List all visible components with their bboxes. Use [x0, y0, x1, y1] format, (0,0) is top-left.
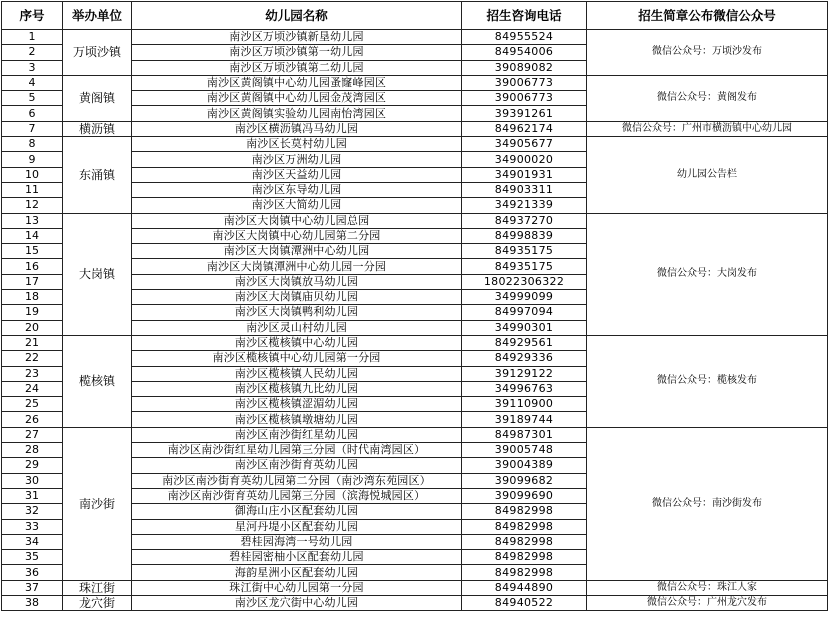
row-wechat-account: 微信公众号：珠江人家 — [587, 580, 828, 595]
row-kindergarten-name: 星河丹堤小区配套幼儿园 — [132, 519, 462, 534]
table-row — [2, 121, 828, 136]
row-unit: 龙穴街 — [63, 595, 132, 610]
row-wechat-account: 微信公众号：南沙街发布 — [587, 427, 828, 580]
header-wechat: 招生简章公布微信公众号 — [587, 2, 828, 30]
row-kindergarten-name: 御海山庄小区配套幼儿园 — [132, 504, 462, 519]
row-seq: 6 — [2, 106, 63, 121]
row-phone: 34990301 — [462, 320, 587, 335]
kindergarten-enrollment-table — [1, 1, 828, 611]
row-phone: 84997094 — [462, 305, 587, 320]
row-seq: 32 — [2, 504, 63, 519]
row-phone: 34921339 — [462, 198, 587, 213]
row-phone: 84982998 — [462, 565, 587, 580]
row-phone: 39099690 — [462, 488, 587, 503]
row-phone: 39099682 — [462, 473, 587, 488]
row-seq: 7 — [2, 121, 63, 136]
row-unit: 横沥镇 — [63, 121, 132, 136]
row-seq: 1 — [2, 30, 63, 45]
row-seq: 27 — [2, 427, 63, 442]
row-seq: 37 — [2, 580, 63, 595]
row-seq: 34 — [2, 534, 63, 549]
row-wechat-account: 微信公众号：广州市横沥镇中心幼儿园 — [587, 121, 828, 136]
row-seq: 14 — [2, 228, 63, 243]
row-seq: 15 — [2, 244, 63, 259]
table-row — [2, 335, 828, 350]
row-phone: 34996763 — [462, 381, 587, 396]
row-kindergarten-name: 南沙区万顷沙镇新垦幼儿园 — [132, 30, 462, 45]
row-wechat-account: 微信公众号：大岗发布 — [587, 213, 828, 335]
row-wechat-account: 微信公众号：榄核发布 — [587, 335, 828, 427]
row-kindergarten-name: 碧桂园密柚小区配套幼儿园 — [132, 550, 462, 565]
row-kindergarten-name: 南沙区龙穴街中心幼儿园 — [132, 595, 462, 610]
row-seq: 28 — [2, 443, 63, 458]
row-phone: 84903311 — [462, 182, 587, 197]
row-seq: 35 — [2, 550, 63, 565]
row-phone: 18022306322 — [462, 274, 587, 289]
table-row — [2, 137, 828, 152]
row-kindergarten-name: 海韵星洲小区配套幼儿园 — [132, 565, 462, 580]
row-phone: 84954006 — [462, 45, 587, 60]
row-seq: 4 — [2, 75, 63, 90]
row-kindergarten-name: 南沙区长莫村幼儿园 — [132, 137, 462, 152]
row-phone: 39391261 — [462, 106, 587, 121]
row-kindergarten-name: 南沙区榄核镇中心幼儿园第一分园 — [132, 351, 462, 366]
row-seq: 16 — [2, 259, 63, 274]
row-phone: 84987301 — [462, 427, 587, 442]
row-kindergarten-name: 碧桂园海湾一号幼儿园 — [132, 534, 462, 549]
row-seq: 33 — [2, 519, 63, 534]
row-phone: 39006773 — [462, 91, 587, 106]
row-phone: 39005748 — [462, 443, 587, 458]
row-wechat-account: 幼儿园公告栏 — [587, 137, 828, 213]
row-seq: 17 — [2, 274, 63, 289]
table-row — [2, 213, 828, 228]
row-kindergarten-name: 南沙区万洲幼儿园 — [132, 152, 462, 167]
row-kindergarten-name: 南沙区黄阁镇实验幼儿园南怡湾园区 — [132, 106, 462, 121]
row-seq: 11 — [2, 182, 63, 197]
row-seq: 3 — [2, 60, 63, 75]
row-phone: 84998839 — [462, 228, 587, 243]
row-kindergarten-name: 南沙区万顷沙镇第一幼儿园 — [132, 45, 462, 60]
row-kindergarten-name: 南沙区南沙街育英幼儿园 — [132, 458, 462, 473]
row-phone: 39129122 — [462, 366, 587, 381]
row-wechat-account: 微信公众号：万顷沙发布 — [587, 30, 828, 76]
row-seq: 22 — [2, 351, 63, 366]
table-row — [2, 595, 828, 610]
row-kindergarten-name: 南沙区大简幼儿园 — [132, 198, 462, 213]
row-phone: 39110900 — [462, 397, 587, 412]
row-phone: 39089082 — [462, 60, 587, 75]
row-kindergarten-name: 南沙区黄阁镇中心幼儿园金茂湾园区 — [132, 91, 462, 106]
row-phone: 84937270 — [462, 213, 587, 228]
row-seq: 8 — [2, 137, 63, 152]
row-phone: 84962174 — [462, 121, 587, 136]
row-kindergarten-name: 南沙区榄核镇九比幼儿园 — [132, 381, 462, 396]
row-seq: 29 — [2, 458, 63, 473]
row-unit: 大岗镇 — [63, 213, 132, 335]
row-seq: 20 — [2, 320, 63, 335]
row-kindergarten-name: 南沙区大岗镇潭洲中心幼儿园一分园 — [132, 259, 462, 274]
table-row — [2, 30, 828, 45]
row-kindergarten-name: 南沙区黄阁镇中心幼儿园蚤窿峰园区 — [132, 75, 462, 90]
row-seq: 10 — [2, 167, 63, 182]
row-kindergarten-name: 南沙区大岗镇鸭利幼儿园 — [132, 305, 462, 320]
row-kindergarten-name: 南沙区东导幼儿园 — [132, 182, 462, 197]
row-kindergarten-name: 南沙区南沙街育英幼儿园第三分园（滨海悦城园区） — [132, 488, 462, 503]
row-wechat-account: 微信公众号：黄阁发布 — [587, 75, 828, 121]
table-row — [2, 75, 828, 90]
row-kindergarten-name: 南沙区大岗镇潭洲中心幼儿园 — [132, 244, 462, 259]
row-kindergarten-name: 南沙区榄核镇墩塘幼儿园 — [132, 412, 462, 427]
row-kindergarten-name: 南沙区大岗镇中心幼儿园总园 — [132, 213, 462, 228]
row-unit: 东涌镇 — [63, 137, 132, 213]
row-phone: 34901931 — [462, 167, 587, 182]
header-phone: 招生咨询电话 — [462, 2, 587, 30]
row-wechat-account: 微信公众号：广州龙穴发布 — [587, 595, 828, 610]
row-kindergarten-name: 南沙区灵山村幼儿园 — [132, 320, 462, 335]
row-unit: 黄阁镇 — [63, 75, 132, 121]
row-seq: 5 — [2, 91, 63, 106]
row-unit: 南沙街 — [63, 427, 132, 580]
row-phone: 84940522 — [462, 595, 587, 610]
row-seq: 12 — [2, 198, 63, 213]
row-phone: 84982998 — [462, 534, 587, 549]
row-seq: 24 — [2, 381, 63, 396]
row-seq: 13 — [2, 213, 63, 228]
row-phone: 84982998 — [462, 550, 587, 565]
row-seq: 9 — [2, 152, 63, 167]
row-seq: 26 — [2, 412, 63, 427]
row-phone: 39006773 — [462, 75, 587, 90]
header-name: 幼儿园名称 — [132, 2, 462, 30]
header-unit: 举办单位 — [63, 2, 132, 30]
row-unit: 万顷沙镇 — [63, 30, 132, 76]
row-phone: 84929336 — [462, 351, 587, 366]
row-phone: 34905677 — [462, 137, 587, 152]
row-seq: 30 — [2, 473, 63, 488]
row-seq: 23 — [2, 366, 63, 381]
table-row — [2, 427, 828, 442]
row-phone: 84982998 — [462, 504, 587, 519]
row-kindergarten-name: 南沙区榄核镇中心幼儿园 — [132, 335, 462, 350]
row-seq: 25 — [2, 397, 63, 412]
row-kindergarten-name: 南沙区大岗镇中心幼儿园第二分园 — [132, 228, 462, 243]
row-kindergarten-name: 南沙区万顷沙镇第二幼儿园 — [132, 60, 462, 75]
row-kindergarten-name: 南沙区大岗镇庙贝幼儿园 — [132, 290, 462, 305]
row-kindergarten-name: 南沙区南沙街育英幼儿园第二分园（南沙湾东苑园区） — [132, 473, 462, 488]
row-unit: 榄核镇 — [63, 335, 132, 427]
row-kindergarten-name: 南沙区榄核镇涩湄幼儿园 — [132, 397, 462, 412]
table-row — [2, 580, 828, 595]
row-phone: 84982998 — [462, 519, 587, 534]
row-unit: 珠江街 — [63, 580, 132, 595]
table-header-row — [2, 2, 828, 30]
row-kindergarten-name: 南沙区南沙街红星幼儿园 — [132, 427, 462, 442]
row-kindergarten-name: 南沙区大岗镇放马幼儿园 — [132, 274, 462, 289]
row-phone: 39189744 — [462, 412, 587, 427]
row-phone: 84929561 — [462, 335, 587, 350]
row-kindergarten-name: 珠江街中心幼儿园第一分园 — [132, 580, 462, 595]
row-kindergarten-name: 南沙区天益幼儿园 — [132, 167, 462, 182]
row-phone: 34900020 — [462, 152, 587, 167]
row-kindergarten-name: 南沙区南沙街红星幼儿园第三分园（时代南湾园区） — [132, 443, 462, 458]
row-phone: 84935175 — [462, 244, 587, 259]
row-seq: 36 — [2, 565, 63, 580]
row-phone: 39004389 — [462, 458, 587, 473]
row-seq: 31 — [2, 488, 63, 503]
row-seq: 21 — [2, 335, 63, 350]
row-seq: 19 — [2, 305, 63, 320]
row-seq: 18 — [2, 290, 63, 305]
row-kindergarten-name: 南沙区横沥镇冯马幼儿园 — [132, 121, 462, 136]
row-phone: 34999099 — [462, 290, 587, 305]
row-phone: 84935175 — [462, 259, 587, 274]
header-seq: 序号 — [2, 2, 63, 30]
row-seq: 2 — [2, 45, 63, 60]
row-kindergarten-name: 南沙区榄核镇人民幼儿园 — [132, 366, 462, 381]
row-seq: 38 — [2, 595, 63, 610]
row-phone: 84955524 — [462, 30, 587, 45]
row-phone: 84944890 — [462, 580, 587, 595]
table-body — [2, 30, 828, 611]
